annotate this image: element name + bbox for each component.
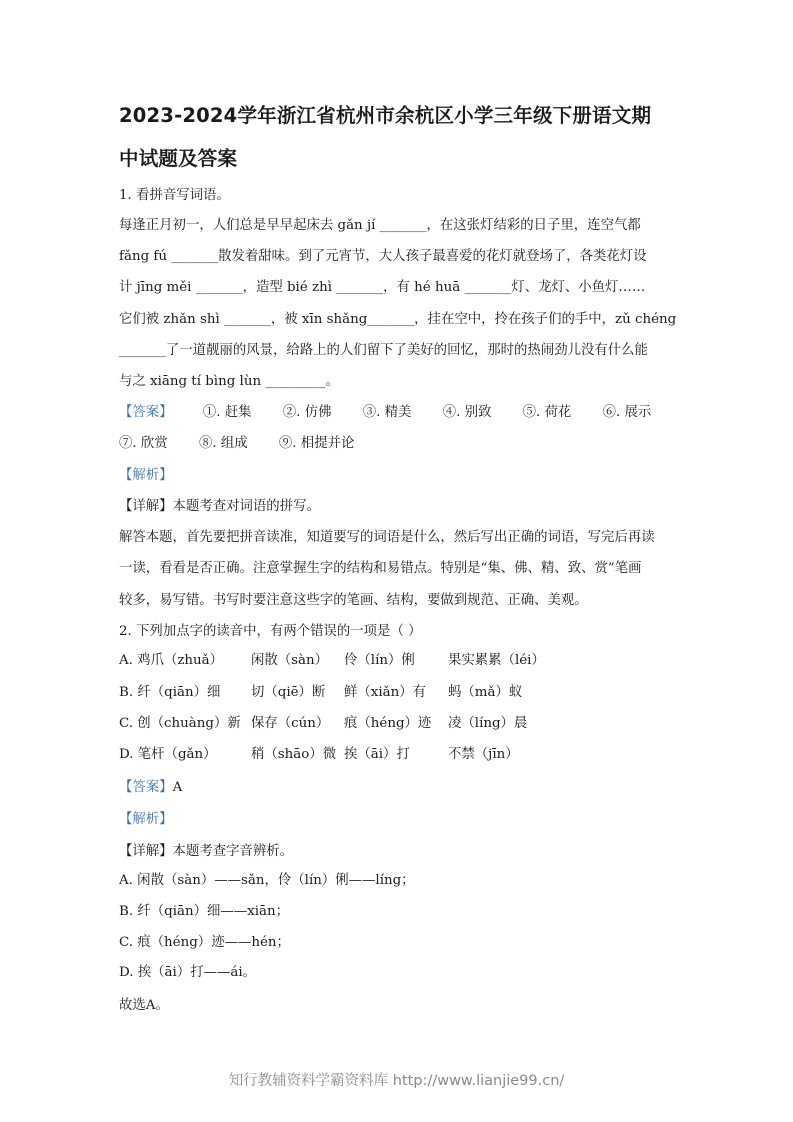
question-2-heading: 2. 下列加点字的读音中，有两个错误的一项是（ ） bbox=[119, 624, 422, 639]
option-row-b bbox=[119, 684, 522, 702]
option-item: D. 笔杆（gǎn） bbox=[119, 747, 217, 762]
option-item: C. 创（chuàng）新 bbox=[119, 716, 241, 731]
option-item: A. 鸡爪（zhuǎ） bbox=[119, 653, 224, 668]
option-item: 凌（líng）晨 bbox=[448, 716, 528, 731]
question-1-answer-row bbox=[119, 404, 651, 422]
answer-item: ⑧. 组成 bbox=[198, 436, 248, 451]
document-title-line-1: 2023-2024学年浙江省杭州市余杭区小学三年级下册语文期 bbox=[119, 104, 652, 127]
answer-item: ⑦. 欣赏 bbox=[119, 436, 168, 451]
answer-item: ⑥. 展示 bbox=[602, 405, 652, 420]
option-item: B. 纤（qiān）细 bbox=[119, 685, 221, 700]
option-item: 痕（héng）迹 bbox=[344, 716, 432, 731]
answer-item: ④. 别致 bbox=[442, 405, 492, 420]
explanation-line: B. 纤（qiān）细——xiān； bbox=[119, 904, 289, 919]
answer-item: ⑨. 相提并论 bbox=[278, 436, 355, 451]
explanation-line: C. 痕（héng）迹——hén； bbox=[119, 935, 290, 950]
question-1-text-line: fǎng fú _______散发着甜味。到了元宵节，大人孩子最喜爱的花灯就登场了，各类花灯设 bbox=[119, 249, 647, 264]
question-1-text-line: 与之 xiāng tí bìng lùn _________。 bbox=[119, 374, 339, 389]
answer-item: ⑤. 荷花 bbox=[522, 405, 572, 420]
conclusion-line: 故选A。 bbox=[119, 998, 169, 1013]
option-item: 不禁（jīn） bbox=[448, 747, 519, 762]
option-item: 果实累累（léi） bbox=[448, 653, 545, 668]
option-item: 鲜（xiǎn）有 bbox=[344, 685, 427, 700]
option-item: 蚂（mǎ）蚁 bbox=[448, 685, 523, 700]
option-item: 保存（cún） bbox=[251, 716, 330, 731]
question-1-text-line: 计 jīng měi _______，造型 bié zhì _______，有 hé huā _______灯、龙灯、小鱼灯…… bbox=[119, 280, 646, 295]
option-item: 闲散（sàn） bbox=[251, 653, 329, 668]
question-1-answer-row bbox=[119, 435, 354, 453]
answer-item: ③. 精美 bbox=[362, 405, 412, 420]
answer-item: ②. 仿佛 bbox=[282, 405, 332, 420]
option-item: 切（qiē）断 bbox=[251, 685, 326, 700]
detail-line: 【详解】本题考查字音辨析。 bbox=[119, 844, 294, 859]
option-row-d bbox=[119, 746, 519, 764]
analysis-tag: 【解析】 bbox=[119, 468, 173, 483]
answer-item: ①. 赶集 bbox=[202, 405, 252, 420]
answer-tag: 【答案】 bbox=[119, 405, 173, 420]
question-1-text-line: 每逢正月初一，人们总是早早起床去 gǎn jí _______，在这张灯结彩的日子里，连空气都 bbox=[119, 218, 641, 233]
explanation-line: 一读，看看是否正确。注意掌握生字的结构和易错点。特别是“集、佛、精、致、赏”笔画 bbox=[119, 561, 642, 576]
question-2-answer-row bbox=[119, 779, 182, 797]
question-1-text-line: _______了一道靓丽的风景，给路上的人们留下了美好的回忆，那时的热闹劲儿没有什么能 bbox=[119, 343, 648, 358]
explanation-line: 较多，易写错。书写时要注意这些字的笔画、结构，要做到规范、正确、美观。 bbox=[119, 593, 588, 608]
question-1-text-line: 它们被 zhǎn shì _______，被 xīn shǎng_______，挂在空中，拎在孩子们的手中，zǔ chéng bbox=[119, 312, 677, 327]
option-item: 挨（āi）打 bbox=[344, 747, 410, 762]
explanation-line: D. 挨（āi）打——ái。 bbox=[119, 965, 257, 980]
option-row-c bbox=[119, 715, 527, 733]
option-item: 稍（shāo）微 bbox=[251, 747, 337, 762]
option-item: 伶（lín）俐 bbox=[344, 653, 415, 668]
question-1-heading: 1. 看拼音写词语。 bbox=[119, 188, 230, 203]
analysis-tag: 【解析】 bbox=[119, 812, 173, 827]
document-title-line-2: 中试题及答案 bbox=[119, 147, 238, 170]
answer-tag: 【答案】 bbox=[119, 780, 173, 795]
answer-value: A bbox=[172, 780, 183, 795]
detail-line: 【详解】本题考查对词语的拼写。 bbox=[119, 499, 320, 514]
option-row-a bbox=[119, 652, 545, 670]
explanation-line: A. 闲散（sàn）——sǎn，伶（lín）俐——líng； bbox=[119, 873, 415, 888]
explanation-line: 解答本题，首先要把拼音读准，知道要写的词语是什么，然后写出正确的词语，写完后再读 bbox=[119, 530, 655, 545]
footer-watermark: 知行教辅资料学霸资料库 http://www.lianjie99.cn/ bbox=[228, 1073, 565, 1089]
